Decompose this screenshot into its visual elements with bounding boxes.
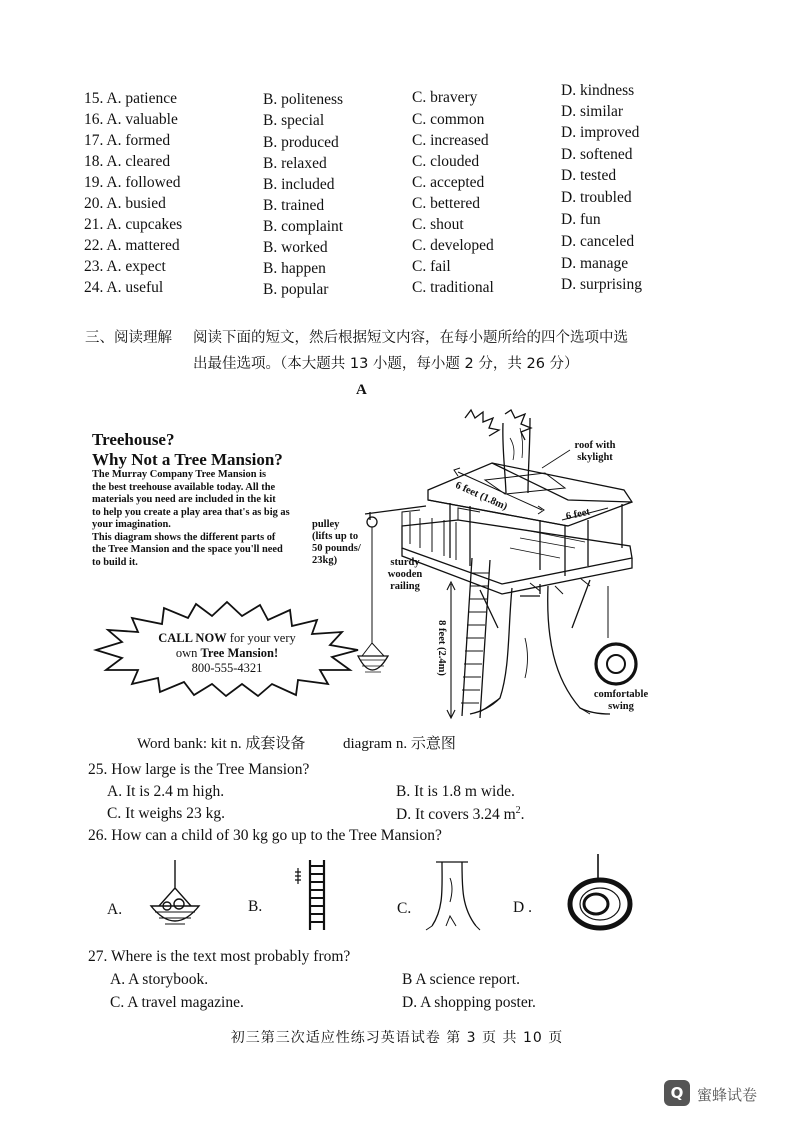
- q27-option-b: B A science report.: [402, 971, 520, 988]
- option-24-d: D. surprising: [561, 276, 642, 293]
- option-22-a: 22. A. mattered: [84, 237, 180, 254]
- option-16-b: B. special: [263, 112, 325, 129]
- option-21-a: 21. A. cupcakes: [84, 216, 183, 233]
- q25-option-c: C. It weighs 23 kg.: [107, 805, 225, 822]
- option-20-d: D. troubled: [561, 189, 632, 206]
- option-16-c: C. common: [412, 111, 485, 128]
- option-24-c: C. traditional: [412, 279, 494, 296]
- question-25: 25. How large is the Tree Mansion?: [88, 761, 310, 778]
- option-19-d: D. tested: [561, 167, 617, 184]
- option-22-b: B. worked: [263, 239, 328, 256]
- option-17-a: 17. A. formed: [84, 132, 171, 149]
- section-instruction-1: 阅读下面的短文，然后根据短文内容，在每小题所给的四个选项中选: [193, 330, 628, 346]
- option-21-d: D. fun: [561, 211, 601, 228]
- call-line-2: own Tree Mansion!: [175, 646, 279, 660]
- watermark-text: 蜜蜂试卷: [697, 1086, 758, 1104]
- label-roof: roof with skylight: [574, 440, 616, 463]
- label-swing: comfortable swing: [593, 689, 649, 712]
- option-23-d: D. manage: [561, 255, 629, 272]
- call-line-1: CALL NOW for your very: [158, 631, 296, 645]
- q26-option-b: B.: [248, 898, 263, 915]
- label-depth: 6 feet: [565, 506, 591, 523]
- page-footer: 初三第三次适应性练习英语试卷 第 3 页 共 10 页: [230, 1030, 564, 1046]
- option-24-a: 24. A. useful: [84, 279, 164, 296]
- option-19-c: C. accepted: [412, 174, 485, 191]
- word-bank-kit: Word bank: kit n. 成套设备: [137, 736, 306, 752]
- section-instruction-2: 出最佳选项。（本大题共 13 小题，每小题 2 分，共 26 分）: [193, 356, 579, 372]
- option-21-c: C. shout: [412, 216, 464, 233]
- option-15-c: C. bravery: [412, 89, 478, 106]
- q26-tire-swing-icon: [566, 852, 638, 932]
- option-18-d: D. softened: [561, 146, 633, 163]
- q25-option-d: D. It covers 3.24 $m^2$.: [396, 805, 525, 824]
- label-height: 8 feet (2.4m): [435, 620, 447, 676]
- ad-title-2: Why Not a Tree Mansion?: [92, 450, 283, 469]
- ad-body: The Murray Company Tree Mansion is the best treehouse available today. All the materials you need are included in the kit to help you create a play area that's as big as your imagination. This diagram shows the different parts of the Tree Mansion and the space you'll need to build it.: [92, 469, 290, 568]
- q26-option-a: A.: [107, 901, 123, 918]
- option-17-c: C. increased: [412, 132, 489, 149]
- ad-title-1: Treehouse?: [92, 430, 175, 449]
- q25-option-a: A. It is 2.4 m high.: [107, 783, 225, 800]
- option-19-b: B. included: [263, 176, 335, 193]
- option-17-b: B. produced: [263, 134, 339, 151]
- q26-basket-icon: [145, 858, 205, 930]
- passage-label: A: [356, 382, 367, 398]
- question-27: 27. Where is the text most probably from?: [88, 948, 351, 965]
- option-23-b: B. happen: [263, 260, 326, 277]
- label-pulley: pulley (lifts up to 50 pounds/ 23kg): [312, 519, 361, 566]
- section-heading: 三、阅读理解: [85, 330, 172, 346]
- option-18-c: C. clouded: [412, 153, 480, 170]
- q26-option-d: D .: [513, 899, 532, 916]
- option-22-c: C. developed: [412, 237, 494, 254]
- option-16-a: 16. A. valuable: [84, 111, 178, 128]
- option-17-d: D. improved: [561, 124, 640, 141]
- option-20-a: 20. A. busied: [84, 195, 166, 212]
- option-16-d: D. similar: [561, 103, 623, 120]
- word-bank-diagram: diagram n. 示意图: [343, 736, 456, 752]
- option-23-a: 23. A. expect: [84, 258, 166, 275]
- q27-option-c: C. A travel magazine.: [110, 994, 244, 1011]
- option-20-c: C. bettered: [412, 195, 481, 212]
- q27-option-a: A. A storybook.: [110, 971, 209, 988]
- call-phone: 800-555-4321: [191, 661, 263, 675]
- q26-ladder-icon: [290, 858, 342, 932]
- question-26: 26. How can a child of 30 kg go up to the Tree Mansion?: [88, 827, 442, 844]
- option-18-a: 18. A. cleared: [84, 153, 171, 170]
- label-width: 6 feet (1.8m): [453, 480, 509, 513]
- option-23-c: C. fail: [412, 258, 451, 275]
- option-15-a: 15. A. patience: [84, 90, 177, 107]
- option-20-b: B. trained: [263, 197, 325, 214]
- watermark-logo-icon: Q: [664, 1080, 690, 1106]
- option-24-b: B. popular: [263, 281, 329, 298]
- label-railing: sturdy wooden railing: [387, 557, 423, 592]
- q25-option-b: B. It is 1.8 m wide.: [396, 783, 515, 800]
- option-18-b: B. relaxed: [263, 155, 327, 172]
- q26-tree-trunk-icon: [422, 858, 482, 932]
- q27-option-d: D. A shopping poster.: [402, 994, 536, 1011]
- option-15-b: B. politeness: [263, 91, 344, 108]
- option-19-a: 19. A. followed: [84, 174, 181, 191]
- q26-option-c: C.: [397, 900, 412, 917]
- option-15-d: D. kindness: [561, 82, 635, 99]
- option-22-d: D. canceled: [561, 233, 635, 250]
- option-21-b: B. complaint: [263, 218, 344, 235]
